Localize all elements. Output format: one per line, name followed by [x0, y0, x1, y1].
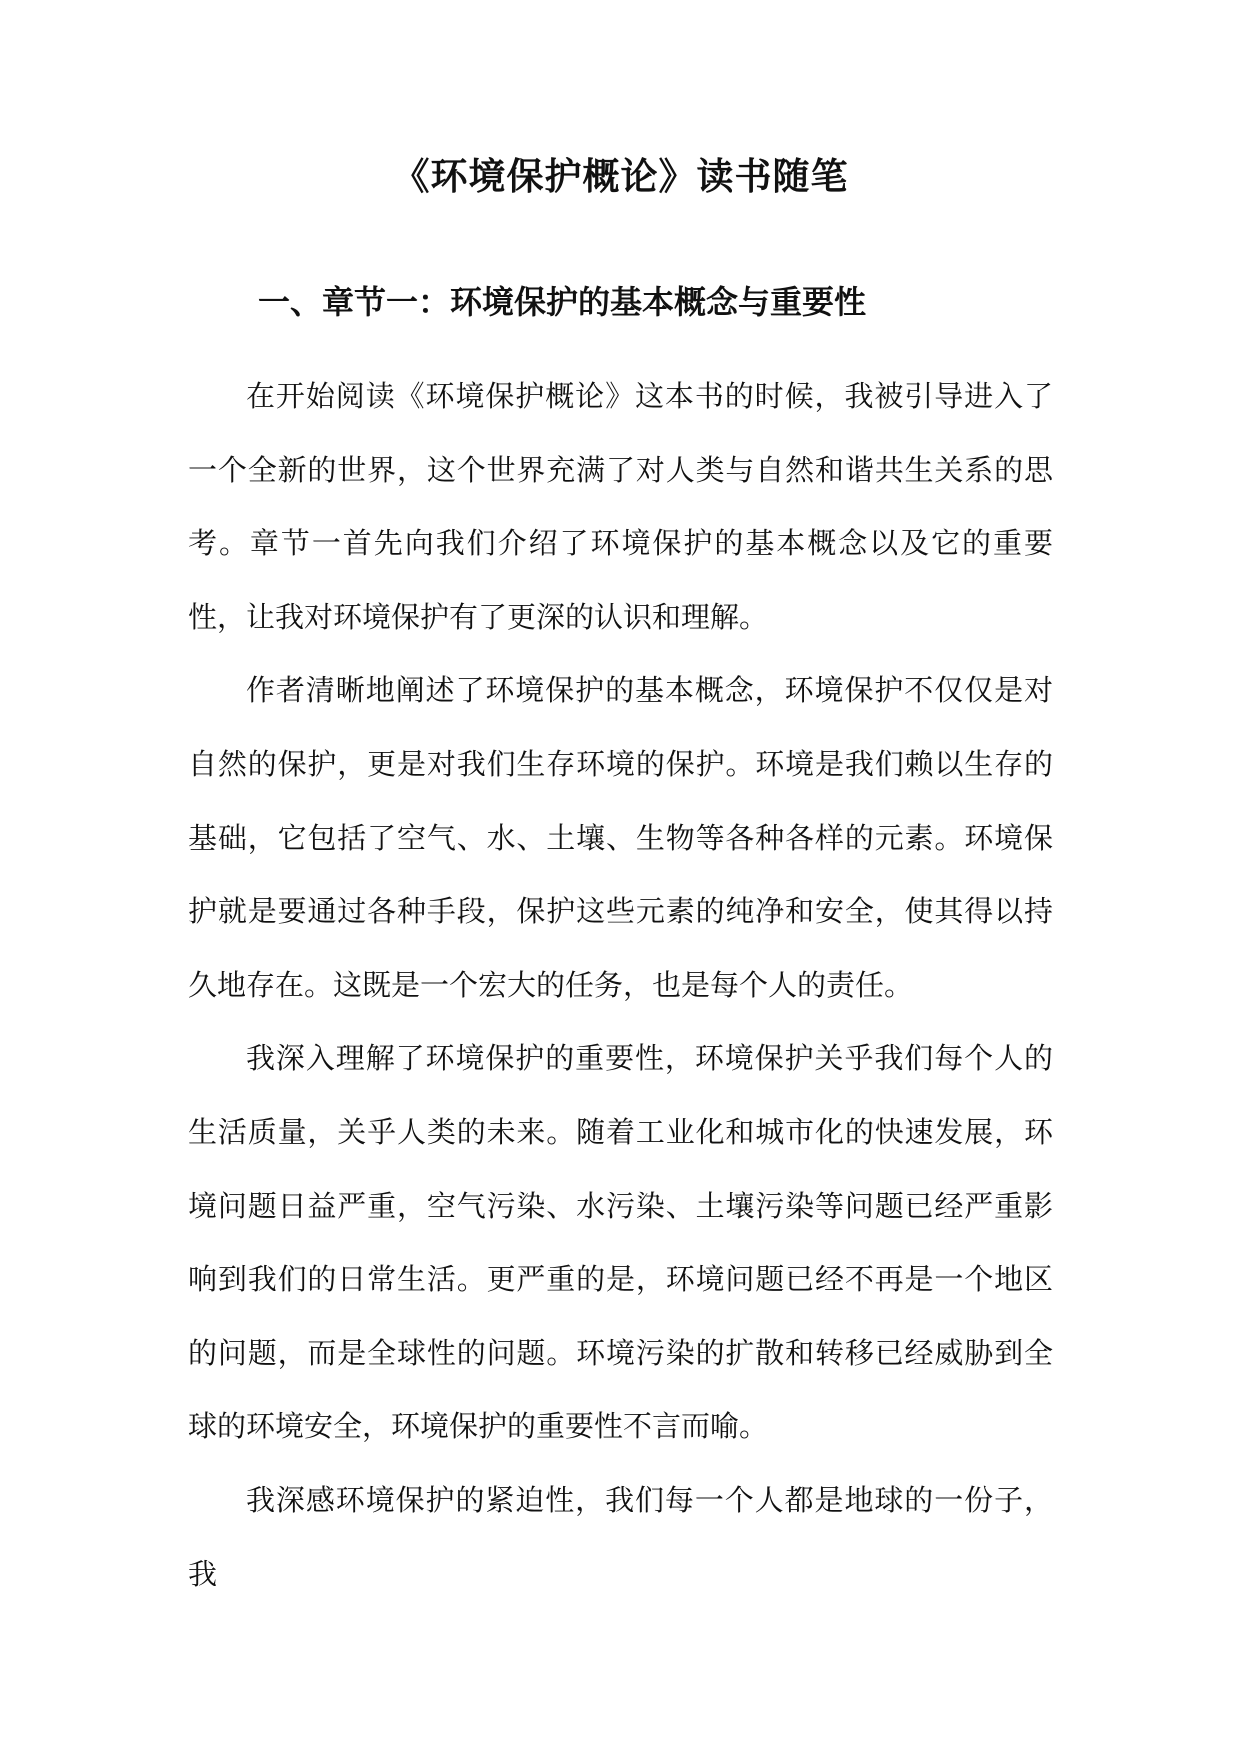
document-title: 《环境保护概论》读书随笔 [392, 154, 849, 198]
body-text [188, 360, 1053, 1611]
paragraph: 在开始阅读《环境保护概论》这本书的时候，我被引导进入了一个全新的世界，这个世界充满了对人类与自然和谐共生关系的思考。章节一首先向我们介绍了环境保护的基本概念以及它的重要性，让我对环境保护有了更深的认识和理解。 [188, 379, 1053, 634]
paragraph: 我深入理解了环境保护的重要性，环境保护关乎我们每个人的生活质量，关乎人类的未来。随着工业化和城市化的快速发展，环境问题日益严重，空气污染、水污染、土壤污染等问题已经严重影响到我们的日常生活。更严重的是，环境问题已经不再是一个地区的问题，而是全球性的问题。环境污染的扩散和转移已经威胁到全球的环境安全，环境保护的重要性不言而喻。 [188, 1041, 1053, 1444]
section-heading: 一、章节一：环境保护的基本概念与重要性 [258, 283, 867, 321]
paragraph: 作者清晰地阐述了环境保护的基本概念，环境保护不仅仅是对自然的保护，更是对我们生存环境的保护。环境是我们赖以生存的基础，它包括了空气、水、土壤、生物等各种各样的元素。环境保护就是要通过各种手段，保护这些元素的纯净和安全，使其得以持久地存在。这既是一个宏大的任务，也是每个人的责任。 [188, 673, 1053, 1002]
paragraph: 我深感环境保护的紧迫性，我们每一个人都是地球的一份子，我 [188, 1482, 1053, 1591]
